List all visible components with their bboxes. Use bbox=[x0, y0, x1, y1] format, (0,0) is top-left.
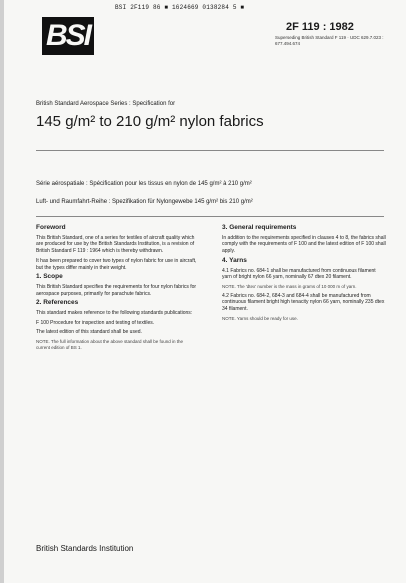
left-column bbox=[36, 222, 198, 354]
general-requirements-paragraph: In addition to the requirements specified in clauses 4 to 8, the fabrics shall comply with the requirements of F 100 and the latest edition of F 100 shall apply. bbox=[222, 234, 386, 255]
yarns-note: NOTE. Yarns should be ready for use. bbox=[222, 315, 298, 321]
right-column bbox=[222, 222, 386, 325]
scope-paragraph: This British Standard specifies the requirements for four nylon fabrics for aerospace purposes, primarily for parachute fabrics. bbox=[36, 283, 197, 297]
yarns-paragraph: 4.2 Fabrics no. 684-2, 684-3 and 684-4 shall be manufactured from continuous filament bright high tenacity nylon 66 yarn, nominally 235 dtex 34 filament. bbox=[222, 292, 385, 313]
foreword-paragraph: This British Standard, one of a series for textiles of aircraft quality which are produced for use by the British Standards Institution, is a revision of British Standard F 119 : 1964 which is thereby withdrawn. bbox=[36, 234, 195, 255]
references-paragraph: This standard makes reference to the following standards publications: bbox=[36, 310, 193, 317]
references-heading: 2. References bbox=[36, 299, 79, 307]
foreword-paragraph: It has been prepared to cover two types of nylon fabric for use in aircraft, but the types differ mainly in their weight. bbox=[36, 257, 197, 271]
scope-heading: 1. Scope bbox=[36, 273, 63, 281]
yarns-paragraph: 4.1 Fabrics no. 684-1 shall be manufactured from continuous filament yarn of bright nylon 66 yarn, nominally 67 dtex 20 filament. bbox=[222, 267, 376, 281]
general-requirements-heading: 3. General requirements bbox=[222, 224, 297, 231]
scan-header-code: BSI 2F119 86 ■ 1624669 0138284 5 ■ bbox=[115, 4, 245, 11]
foreword-heading: Foreword bbox=[36, 224, 66, 231]
yarns-heading: 4. Yarns bbox=[222, 256, 247, 264]
series-line: British Standard Aerospace Series : Specification for bbox=[36, 101, 176, 107]
scan-edge bbox=[0, 0, 4, 583]
bsi-logo: BSI bbox=[42, 17, 94, 55]
yarns-note: NOTE. The 'dtex' number is the mass in grams of 10 000 m of yarn. bbox=[222, 283, 357, 289]
document-title: 145 g/m² to 210 g/m² nylon fabrics bbox=[36, 113, 264, 130]
references-paragraph: F 100 Procedure for inspection and testing of textiles. bbox=[36, 319, 155, 326]
section-rule bbox=[36, 216, 384, 217]
publisher-footer: British Standards Institution bbox=[36, 544, 134, 553]
alt-title-de: Luft- und Raumfahrt-Reihe : Spezifikation für Nylongewebe 145 g/m² bis 210 g/m² bbox=[36, 199, 253, 205]
title-rule bbox=[36, 150, 384, 151]
references-note: NOTE. The full information about the above standard shall be found in the current edition of BS 1. bbox=[36, 339, 184, 350]
alt-title-fr: Série aérospatiale : Spécification pour les tissus en nylon de 145 g/m² à 210 g/m² bbox=[36, 181, 252, 187]
standard-number: 2F 119 : 1982 bbox=[286, 21, 354, 33]
references-paragraph: The latest edition of this standard shall be used. bbox=[36, 329, 142, 336]
standard-subtitle: Superseding British Standard F 119 · UDC 629.7.023 : 677.494.674 bbox=[275, 35, 384, 46]
